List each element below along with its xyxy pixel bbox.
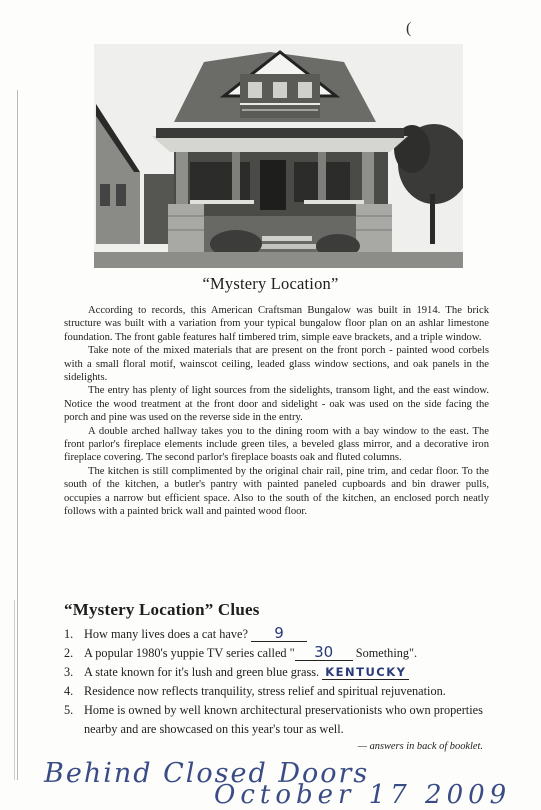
page-edge-line — [17, 90, 18, 780]
paragraph: Take note of the mixed materials that are present on the front porch - painted wood corbels with a small floral motif, wainscot ceiling, leaded glass window sections, and oak panels in the sidelights. — [64, 345, 489, 384]
answer-blank — [251, 626, 307, 642]
handwritten-date: October 17 2009 — [214, 780, 512, 810]
house-photo — [94, 44, 463, 268]
clue-item — [64, 682, 504, 701]
handwritten-line: Behind Closed Doors — [44, 758, 370, 789]
answer-note: — answers in back of booklet. — [357, 741, 483, 752]
paragraph: The kitchen is still complimented by the original chair rail, pine trim, and cedar floor. To the south of the kitchen, a butler's pantry with painted paneled cupboards and bin drawer pulls, occupies a narrow but efficient space. Also to the south of the kitchen, an enclosed porch neatly follows with a painted brick wall and painted wood floor. — [64, 465, 489, 518]
clue-number: 1. — [64, 627, 74, 641]
paragraph: According to records, this American Craftsman Bungalow was built in 1914. The brick structure was built with a variation from your typical bungalow floor plan on an ashlar limestone foundation. The front gable features half timbered trim, simple eave brackets, and a triple window. — [64, 305, 489, 343]
clue-number: 5. — [64, 703, 74, 717]
clue-question: How many lives does a cat have? — [84, 627, 251, 641]
clue-question-end: Something". — [352, 646, 418, 660]
answer-blank — [295, 645, 353, 661]
clue-item — [64, 701, 504, 739]
clue-number: 2. — [64, 646, 74, 660]
corner-mark: ( — [406, 20, 412, 37]
clue-text: Home is owned by well known architectural preservationists who own properties nearby and are showcased on this year's tour as well. — [84, 703, 483, 736]
handwritten-answer: KENTUCKY — [325, 665, 407, 679]
clue-text — [84, 625, 504, 644]
handwritten-answer: 9 — [274, 624, 284, 642]
clue-item — [64, 644, 504, 663]
clue-number: 4. — [64, 684, 74, 698]
clue-number: 3. — [64, 665, 74, 679]
clue-text — [84, 644, 504, 663]
clue-question: A popular 1980's yuppie TV series called " — [84, 646, 295, 660]
clue-item — [64, 663, 504, 682]
document-title: “Mystery Location” — [202, 274, 339, 293]
clue-text: Residence now reflects tranquility, stress relief and spiritual rejuvenation. — [84, 684, 446, 698]
paragraph: The entry has plenty of light sources from the sidelights, transom light, and the east window. Notice the wood treatment at the front door and sidelight - oak was used on the side facing the porch and pine was used on the reverse side in the entry. — [64, 385, 489, 424]
paragraph: A double arched hallway takes you to the dining room with a bay window to the east. The front parlor's fireplace elements include green tiles, a beveled glass mirror, and a decorative iron fireplace covering. The second parlor's fireplace boasts oak and fluted columns. — [64, 425, 489, 464]
answer-blank — [322, 665, 409, 680]
clue-question: A state known for it's lush and green blue grass. — [84, 665, 323, 679]
clues-list — [64, 625, 504, 739]
clue-item — [64, 625, 504, 644]
handwritten-answer: 30 — [314, 643, 334, 661]
description-text — [64, 304, 489, 519]
clues-heading: “Mystery Location” Clues — [64, 600, 260, 619]
page-edge-line — [14, 600, 15, 780]
clue-text — [84, 663, 504, 682]
